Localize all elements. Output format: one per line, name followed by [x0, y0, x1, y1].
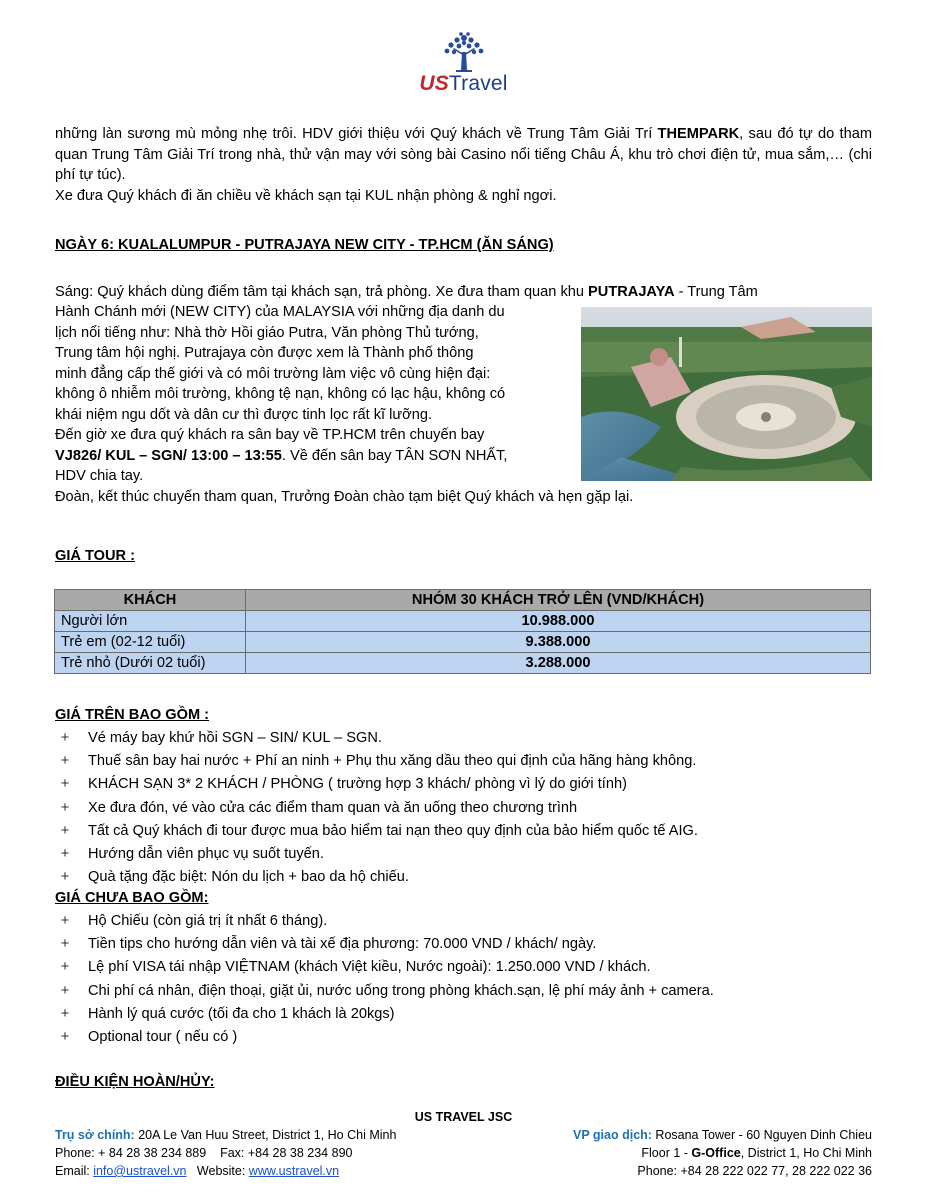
intro-text: những làn sương mù mỏng nhẹ trôi. HDV giới thiệu với Quý khách về Trung Tâm Giải Trí	[55, 126, 658, 142]
day6-line-7: khái niệm ngu dốt và dân cư thì được tinh lọc rất kĩ lưỡng.	[55, 407, 432, 423]
day6-line-10: HDV chia tay.	[55, 468, 144, 484]
plus-icon: +	[60, 730, 70, 746]
price-table	[54, 589, 871, 674]
row-label: Trẻ nhỏ (Dưới 02 tuổi)	[55, 653, 246, 674]
list-item-text: Vé máy bay khứ hồi SGN – SIN/ KUL – SGN.	[88, 730, 382, 746]
putrajaya-aerial-image	[581, 307, 872, 481]
list-item	[55, 797, 872, 820]
table-row	[55, 611, 871, 632]
floor-district: , District 1, Ho Chi Minh	[740, 1146, 872, 1160]
day6-line-8: Đến giờ xe đưa quý khách ra sân bay về TP.HCM trên chuyến bay	[55, 427, 485, 443]
price-table-header	[55, 590, 871, 611]
day6-line-1	[55, 282, 872, 303]
day6-line-3: lịch nổi tiếng như: Nhà thờ Hồi giáo Putra, Văn phòng Thủ tướng,	[55, 325, 479, 341]
vp-phone: Phone: +84 28 222 022 77, 28 222 022 36	[637, 1164, 872, 1178]
flight-info: VJ826/ KUL – SGN/ 13:00 – 13:55	[55, 448, 282, 464]
intro-line-2: Xe đưa Quý khách đi ăn chiều về khách sạn tại KUL nhận phòng & nghỉ ngơi.	[55, 187, 557, 204]
table-row	[55, 653, 871, 674]
excludes-list	[55, 910, 872, 1049]
list-item	[55, 820, 872, 843]
day6-text-continued: - Trung Tâm	[674, 284, 758, 300]
list-item-text: KHÁCH SẠN 3* 2 KHÁCH / PHÒNG ( trường hợp 3 khách/ phòng vì lý do giới tính)	[88, 776, 627, 793]
day6-line-2: Hành Chánh mới (NEW CITY) của MALAYSIA với những địa danh du	[55, 304, 505, 320]
floor-line	[573, 1144, 872, 1162]
website-link[interactable]: www.ustravel.vn	[248, 1164, 340, 1178]
plus-icon: +	[60, 959, 70, 976]
list-item	[55, 773, 872, 796]
plus-icon: +	[60, 822, 70, 839]
day6-line-4: Trung tâm hội nghị. Putrajaya còn được xem là Thành phố thông	[55, 345, 474, 361]
brand-name	[0, 72, 927, 96]
plus-icon: +	[60, 1028, 70, 1045]
list-item-text: Hướng dẫn viên phục vụ suốt tuyến.	[88, 845, 324, 862]
plus-icon: +	[60, 869, 70, 886]
price-heading: GIÁ TOUR :	[55, 548, 135, 564]
list-item	[55, 933, 872, 956]
g-office: G-Office	[691, 1146, 741, 1160]
plus-icon: +	[60, 982, 70, 999]
themepark-name: THEMPARK	[657, 126, 740, 142]
vp-address: Rosana Tower - 60 Nguyen Dinh Chieu	[651, 1128, 872, 1142]
list-item-text: Optional tour ( nếu có )	[88, 1028, 238, 1045]
company-logo	[0, 30, 927, 96]
list-item-text: Hành lý quá cước (tối đa cho 1 khách là 20kgs)	[88, 1005, 395, 1022]
list-item-text: Tất cả Quý khách đi tour được mua bảo hiểm tai nạn theo quy định của bảo hiểm quốc tế AIG.	[88, 822, 698, 839]
day6-line-11: Đoàn, kết thúc chuyến tham quan, Trưởng Đoàn chào tạm biệt Quý khách và hẹn gặp lại.	[55, 489, 634, 505]
phone-fax: Phone: + 84 28 38 234 889 Fax: +84 28 38 234 890	[55, 1146, 353, 1160]
arrival-text: . Về đến sân bay TÂN SƠN NHẤT,	[281, 448, 508, 464]
day6-line-5: minh đẳng cấp thế giới và có môi trường làm việc vô cùng hiện đại:	[55, 366, 491, 382]
day6-line-6: không ô nhiễm môi trường, không tệ nạn, không có lạc hậu, không có	[55, 386, 506, 402]
includes-heading: GIÁ TRÊN BAO GỒM :	[55, 707, 210, 723]
page-footer	[55, 1108, 872, 1178]
footer-office	[573, 1126, 872, 1180]
intro-line-1	[55, 124, 872, 186]
floor-text: Floor 1 -	[641, 1146, 692, 1160]
putrajaya-photo	[581, 307, 872, 481]
list-item	[55, 727, 872, 750]
list-item	[55, 750, 872, 773]
list-item	[55, 1026, 872, 1049]
intro-paragraph	[55, 124, 872, 206]
list-item	[55, 866, 872, 889]
list-item	[55, 1003, 872, 1026]
row-price: 10.988.000	[246, 611, 871, 632]
row-label: Người lớn	[55, 611, 246, 632]
vp-label: VP giao dịch:	[573, 1128, 652, 1142]
table-row	[55, 632, 871, 653]
contact-line	[55, 1162, 396, 1180]
cancel-heading: ĐIỀU KIỆN HOÀN/HỦY:	[55, 1074, 215, 1090]
list-item-text: Hộ Chiếu (còn giá trị ít nhất 6 tháng).	[88, 913, 328, 929]
footer-head-office	[55, 1126, 396, 1180]
email-link[interactable]: info@ustravel.vn	[93, 1164, 187, 1178]
plus-icon: +	[60, 845, 70, 862]
list-item-text: Thuế sân bay hai nước + Phí an ninh + Phụ thu xăng dầu theo qui định của hãng hàng không.	[88, 753, 697, 770]
plus-icon: +	[60, 753, 70, 770]
hq-label: Trụ sở chính:	[55, 1128, 135, 1142]
list-item-text: Lệ phí VISA tái nhập VIỆTNAM (khách Việt kiều, Nước ngoài): 1.250.000 VND / khách.	[88, 959, 651, 976]
putrajaya-name: PUTRAJAYA	[588, 284, 675, 300]
includes-list	[55, 727, 872, 889]
email-label: Email:	[55, 1164, 94, 1178]
row-price: 9.388.000	[246, 632, 871, 653]
col-group-price: NHÓM 30 KHÁCH TRỞ LÊN (VND/KHÁCH)	[246, 590, 871, 611]
plus-icon: +	[60, 1005, 70, 1022]
list-item	[55, 980, 872, 1003]
brand-travel: Travel	[448, 72, 508, 95]
plus-icon: +	[60, 799, 70, 816]
intro-text-continued: , sau đó tự do tham quan Trung Tâm Giải Trí trong nhà, thử vận may với sòng bài Casino nổi tiếng Châu Á, khu trò chơi điện tử, mua sắm,… (chi phí tự túc).	[55, 126, 872, 183]
list-item	[55, 843, 872, 866]
day6-heading: NGÀY 6: KUALALUMPUR - PUTRAJAYA NEW CITY - TP.HCM (ĂN SÁNG)	[55, 237, 554, 253]
day6-line-9	[55, 446, 567, 467]
tree-icon	[439, 30, 489, 74]
plus-icon: +	[60, 913, 70, 929]
brand-us: US	[419, 72, 449, 95]
website-label: Website:	[186, 1164, 249, 1178]
list-item-text: Tiền tips cho hướng dẫn viên và tài xế địa phương: 70.000 VND / khách/ ngày.	[88, 936, 597, 953]
hq-line	[55, 1126, 396, 1144]
list-item-text: Quà tặng đặc biệt: Nón du lịch + bao da hộ chiếu.	[88, 869, 409, 886]
excludes-heading: GIÁ CHƯA BAO GỒM:	[55, 890, 209, 906]
row-label: Trẻ em (02-12 tuổi)	[55, 632, 246, 653]
list-item-text: Chi phí cá nhân, điện thoại, giặt ủi, nước uống trong phòng khách.sạn, lệ phí máy ảnh + camera.	[88, 982, 714, 999]
hq-address: 20A Le Van Huu Street, District 1, Ho Chi Minh	[134, 1128, 397, 1142]
plus-icon: +	[60, 936, 70, 953]
list-item-text: Xe đưa đón, vé vào cửa các điểm tham quan và ăn uống theo chương trình	[88, 799, 578, 816]
row-price: 3.288.000	[246, 653, 871, 674]
vp-line	[573, 1126, 872, 1144]
plus-icon: +	[60, 776, 70, 793]
col-guest: KHÁCH	[55, 590, 246, 611]
day6-text: Sáng: Quý khách dùng điểm tâm tại khách sạn, trả phòng. Xe đưa tham quan khu	[55, 284, 589, 300]
list-item	[55, 956, 872, 979]
company-name: US TRAVEL JSC	[414, 1110, 513, 1124]
list-item	[55, 910, 872, 933]
